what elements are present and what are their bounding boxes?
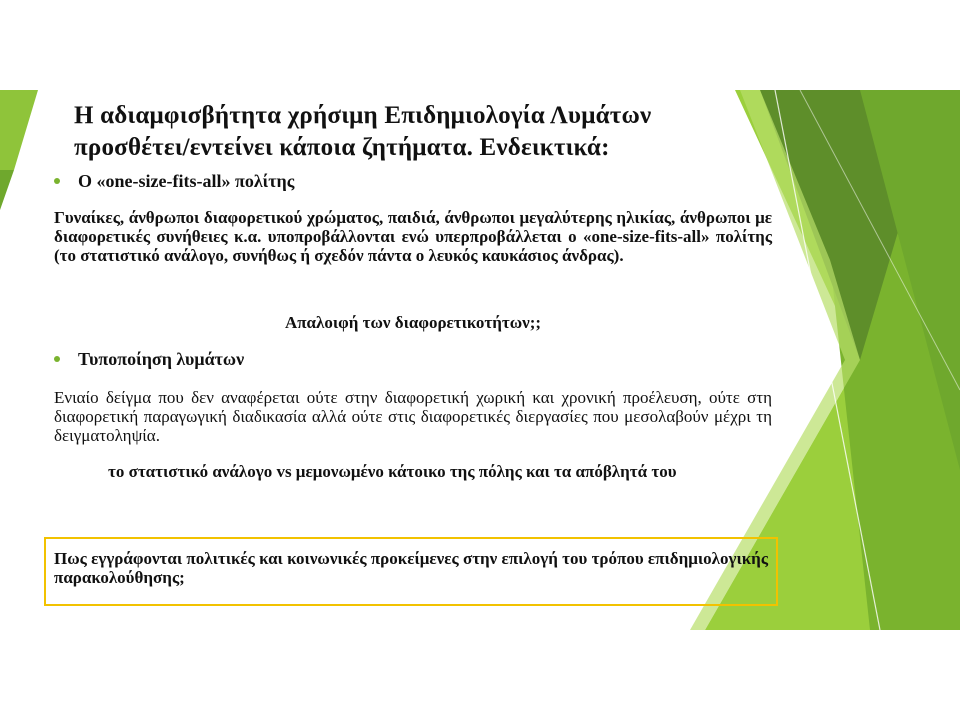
slide-title: Η αδιαμφισβήτητα χρήσιμη Επιδημιολογία Λυμάτων προσθέτει/εντείνει κάποια ζητήματα. Ενδεικτικά: <box>74 102 652 161</box>
bullet-label: Τυποποίηση λυμάτων <box>78 349 245 369</box>
bullet-label: O «one-size-fits-all» πολίτης <box>78 171 295 191</box>
question-box <box>44 537 778 606</box>
emphasis-differences: Απαλοιφή των διαφορετικοτήτων;; <box>284 313 542 332</box>
paragraph-citizen: Γυναίκες, άνθρωποι διαφορετικού χρώματος, παιδιά, άνθρωποι μεγαλύτερης ηλικίας, άνθρωποι με διαφορετικές συνήθειες κ.α. υποπροβάλλονται ενώ υπερπροβάλλεται ο «one-size-fits-all» πολίτης (το στατιστικό ανάλογο, συνήθως ή σχεδόν πάντα ο λευκός καυκάσιος άνδρας). <box>54 208 772 265</box>
bullet-dot-icon <box>54 356 60 362</box>
question-text: Πως εγγράφονται πολιτικές και κοινωνικές προκείμενες στην επιλογή του τρόπου επιδημιολογικής παρακολούθησης; <box>54 549 768 587</box>
left-accent-shape <box>0 90 38 170</box>
paragraph-standardization: Ενιαίο δείγμα που δεν αναφέρεται ούτε στην διαφορετική χωρική και χρονική προέλευση, ούτε στη διαφορετική παραγωγική διαδικασία αλλά ούτε στις διαφορετικές διεργασίες που μεσολαβούν μέχρι τη δειγματοληψία. <box>54 388 772 445</box>
left-accent-shape-lower <box>0 170 14 210</box>
bullet-item-citizen <box>54 170 294 192</box>
bullet-dot-icon <box>54 178 60 184</box>
slide <box>0 90 960 630</box>
emphasis-statistical-analog: το στατιστικό ανάλογο vs μεμονωμένο κάτοικο της πόλης και τα απόβλητά του <box>108 462 677 481</box>
bullet-item-standardization <box>54 348 244 370</box>
